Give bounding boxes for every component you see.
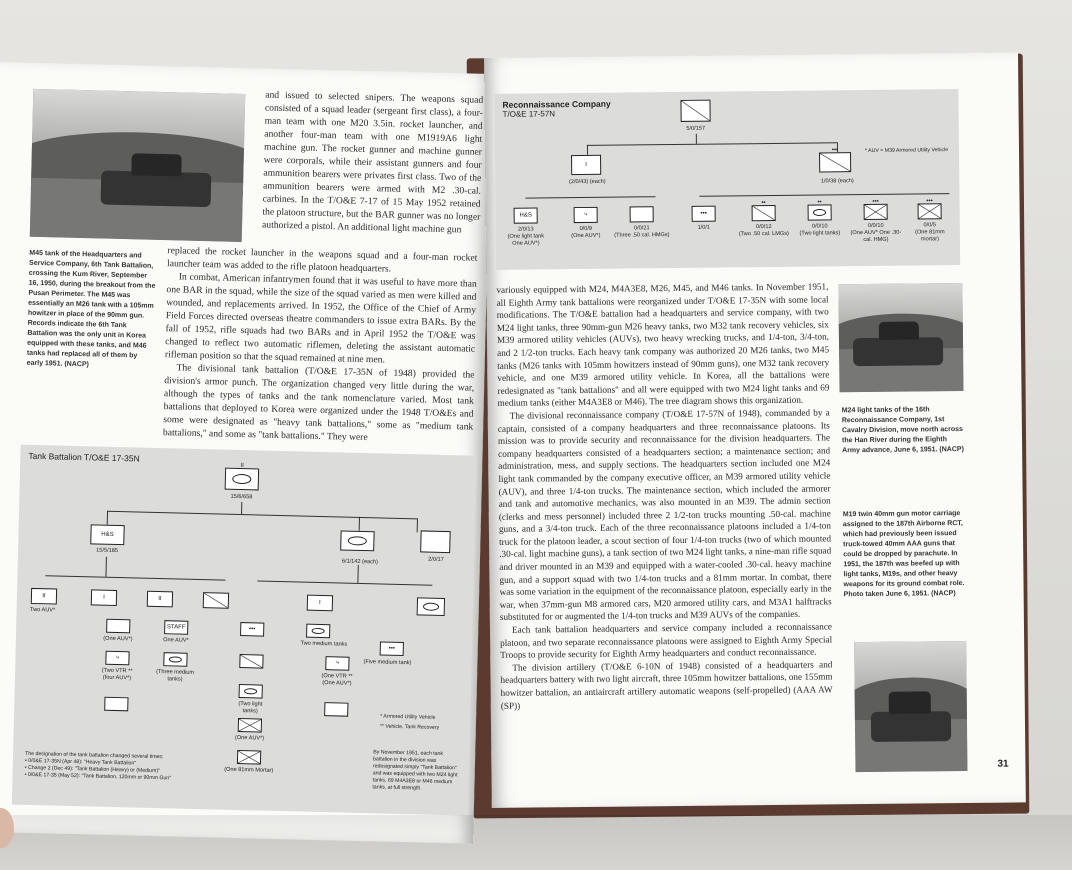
unit-note: (One AUV*) bbox=[571, 232, 601, 240]
label-five-medium: (Five medium tank) bbox=[363, 659, 412, 667]
plt-hq-symbol: ••• bbox=[692, 206, 716, 222]
unit-strength: 0/0/10 bbox=[811, 223, 828, 230]
service-company-symbol bbox=[420, 530, 451, 553]
left-page bbox=[0, 62, 492, 844]
designation-note: The designation of the tank battalion changed several times: • 0/0&E 17-35N (Apr 48): "Heavy Tank Battalion" • Change 2 (Dec 49): "Tank Battalion (Heavy) or (Medium)" • 0/0&E 17-35 (May 52): "Tank Battalion, 120mm or 90mm Gun" bbox=[24, 750, 172, 782]
maint-platoon-symbol: I bbox=[91, 589, 117, 606]
platoon-symbol bbox=[306, 624, 330, 639]
unit-strength: 0/0/5 bbox=[923, 222, 937, 229]
hq-strength: (2/0/43) (each) bbox=[568, 178, 606, 186]
auv-footnote: * Armored Utility Vehicle bbox=[380, 713, 436, 721]
unit-note: (Two light tanks) bbox=[799, 230, 841, 237]
mortar-platoon-symbol bbox=[203, 592, 229, 609]
unit-note: (Two .50 cal. LMGs) bbox=[738, 230, 789, 238]
photo-m19-gmc bbox=[854, 641, 967, 772]
mortar-symbol bbox=[237, 750, 261, 765]
diagram-title: Tank Battalion T/O&E 17-35N bbox=[28, 450, 140, 464]
label-two-vtr: (Two VTR ** (four AUV*) bbox=[101, 667, 133, 682]
paragraph: The divisional tank battalion (T/O&E 17-35N of 1948) provided the division's armor punch. The organization changed very little during the war, although the types of tanks and the tank nomenclature varied. Most tank battalions that deployed to Korea were organized under the 1948 T/O&Es and some were designated as "heavy tank battalions," some as "medium tank battalions," and some as "tank battalions." They were bbox=[162, 362, 475, 444]
vtr-footnote: ** Vehicle, Tank Recovery bbox=[379, 723, 440, 731]
auv-footnote-right: * AUV = M39 Armored Utility Vehicle bbox=[864, 147, 949, 155]
hs-section-symbol: H&S bbox=[514, 207, 538, 223]
nov1951-note: By November 1951, each tank battalion in the division was redesignated simply "Tank Battalion" and was equipped with two M24 light tanks, 69 M4A3E8 or M46 medium tanks, at full strength. bbox=[372, 749, 458, 792]
empty-box-symbol bbox=[104, 697, 128, 712]
photo-m45-tank bbox=[30, 89, 246, 242]
paragraph: variously equipped with M24, M4A3E8, M26, M45, and M46 tanks. In November 1951, all Eighth Army tank battalions were reorganized under T/O&E 17-35N with some local modifications. The T/O&E battalion had a headquarters and service company, with two M24 light tanks, three 90mm-gun M26 heavy tanks, two M32 tank recovery vehicles, six M39 armored utility vehicles (AUVs), two heavy wrecking trucks, and 1/4-ton, 3/4-ton, and 2 1/2-ton trucks. Each heavy tank company was authorized 20 M26 tanks, two M45 tanks (M26 tanks with 105mm howitzers instead of 90mm guns), one M32 tank recovery vehicle, and one M39 armored utility vehicle. In Korea, all the battalions were redesignated as "tank battalions" and all were equipped with two M24 light tanks and 69 medium tanks (either M4A3E8 or M46). The tree diagram shows this organization. bbox=[496, 281, 830, 409]
label-three-medium: (Three medium tanks) bbox=[156, 668, 195, 683]
unit-strength: 1/0/1 bbox=[697, 224, 711, 231]
paragraph: replaced the rocket launcher in the weapons squad and a four-man rocket launcher team was added to the rifle platoon headquarters. bbox=[166, 245, 478, 275]
platoons-stack-symbol bbox=[417, 597, 445, 616]
companies-strength: 6/1/142 (each) bbox=[341, 558, 378, 566]
tank-hq-symbol bbox=[163, 652, 187, 667]
page-number-right: 31 bbox=[997, 758, 1009, 770]
hs-strength: 15/5/185 bbox=[96, 547, 119, 555]
unit-strength: 0/0/9 bbox=[579, 225, 593, 233]
label-one-81mm: (One 81mm Mortar) bbox=[224, 766, 274, 774]
admin-section-symbol bbox=[630, 206, 654, 222]
unit-note: (Three .50 cal. HMGs) bbox=[614, 232, 670, 239]
column-top-text bbox=[262, 88, 483, 236]
unit-strength: 0/0/12 bbox=[755, 223, 772, 231]
staff-symbol: STAFF bbox=[164, 620, 188, 635]
infantry-symbol bbox=[238, 718, 262, 733]
label-one-auv-b: One AUV* bbox=[163, 637, 189, 644]
hs-company-symbol: H&S bbox=[90, 524, 124, 545]
unit-note: (One 81mm mortar) bbox=[915, 229, 945, 243]
company-strength: 5/0/157 bbox=[686, 125, 706, 132]
platoons-symbol: ••• bbox=[819, 152, 851, 172]
rifle-squad-symbol: ••• bbox=[240, 622, 264, 637]
platoon-hq-symbol: ••• bbox=[380, 641, 404, 656]
hq-symbol: I bbox=[571, 155, 601, 175]
label-two-auv: Two AUV* bbox=[29, 606, 56, 614]
unit-strength: 0/0/21 bbox=[633, 225, 650, 232]
photo-caption-m45: M45 tank of the Headquarters and Service Company, 6th Tank Battalion, crossing the Kum River, September 16, 1950, during the breakout from the Pusan Perimeter. The M45 was essentially an M26 tank with a 105mm howitzer in place of the 90mm gun. Records indicate the 6th Tank Battalion was the only unit in Korea equipped with these tanks, and M46 tanks had replaced all of them by early 1951. (NACP) bbox=[26, 249, 156, 369]
co-hq-symbol: I bbox=[307, 595, 333, 612]
recon-company-diagram bbox=[494, 89, 960, 270]
photo-caption-m24: M24 light tanks of the 16th Reconnaissance Company, 1st Cavalry Division, move north across the Han River during the Eighth Army advance, June 6, 1951. (NACP) bbox=[841, 406, 964, 455]
battalion-symbol: II bbox=[225, 468, 260, 491]
tank-section-symbol bbox=[239, 654, 263, 669]
battalion-strength: 15/6/658 bbox=[230, 493, 253, 501]
label-two-light: (Two light tanks) bbox=[238, 701, 263, 715]
paragraph: Each tank battalion headquarters and service company included a reconnaissance platoon, and two separate reconnaissance platoons were assigned to Eighth Army Special Troops to provide security for Eighth Army headquarters and conduct reconnaissance. bbox=[500, 621, 833, 661]
company-symbol bbox=[680, 100, 710, 122]
auv-symbol bbox=[106, 619, 130, 634]
maint-section-symbol: ⤷ bbox=[574, 207, 598, 223]
photo-m24-tanks bbox=[838, 283, 963, 392]
service-strength: 2/0/17 bbox=[428, 556, 444, 563]
tank-battalion-diagram bbox=[12, 445, 477, 816]
unit-note: (One light tank One AUV*) bbox=[507, 233, 545, 247]
recon-platoon-symbol: II bbox=[147, 591, 173, 608]
platoons-strength: 1/0/38 (each) bbox=[820, 178, 854, 185]
support-squad-symbol: ••• bbox=[918, 203, 942, 219]
hq-section-symbol: II bbox=[31, 588, 57, 605]
scout-section-symbol: •• bbox=[752, 205, 776, 221]
tank-company-symbol bbox=[340, 530, 374, 551]
label-one-auv: (One AUV*) bbox=[103, 635, 133, 643]
light-tank-symbol bbox=[239, 684, 263, 699]
diagram-subtitle: T/O&E 17-57N bbox=[502, 109, 556, 119]
right-page bbox=[484, 52, 1026, 808]
co-vtr-symbol: ⤷ bbox=[325, 656, 349, 671]
right-column-text bbox=[496, 280, 832, 712]
unit-strength: 2/0/13 bbox=[517, 226, 534, 233]
unit-strength: 0/0/10 bbox=[867, 222, 884, 229]
co-box-symbol bbox=[324, 702, 348, 717]
rifle-squad-symbol: ••• bbox=[864, 204, 888, 220]
paragraph: The division artillery (T/O&E 6-10N of 1948) consisted of a headquarters and headquarters battery with two light aircraft, three 105mm howitzer battalions, one 155mm howitzer battalion, an antiaircraft artillery automatic weapons (self-propelled) (AAA AW (SP)) bbox=[500, 659, 833, 711]
label-one-vtr: (One VTR ** (One AUV*) bbox=[321, 673, 353, 687]
tank-section-symbol: •• bbox=[808, 204, 832, 220]
label-two-medium: Two medium tanks bbox=[300, 640, 348, 648]
label-one-auv-c: (One AUV*) bbox=[234, 734, 265, 742]
table-shadow bbox=[0, 815, 1072, 870]
paragraph: The divisional reconnaissance company (T/O&E 17-57N of 1948), commanded by a captain, consisted of a company headquarters and three reconnaissance platoons. Its mission was to provide security and reconnaissance for the division headquarters. The company headquarters consisted of a headquarters section; a maintenance section; and administration, mess, and supply sections. The headquarters section included one M24 light tank commanded by the company executive officer, an M39 armored utility vehicle (AUV), and three 1/4-ton trucks. The maintenance section, which included the armorer and tank and automotive mechanics, was also mounted in an M39. The admin section (clerks and mess personnel) included three 2 1/2-ton trucks mounting .50-cal. machine guns, and a 3/4-ton truck. Each of the three reconnaissance platoons included a 1/4-ton truck for the platoon leader, a scout section of four 1/4-ton trucks (two of which mounted .30-cal. light machine guns), a tank section of two M24 light tanks, a nine-man rifle squad and driver mounted in an M39 and equipped with a water-cooled .30-cal. heavy machine gun, and a support squad with two 1/4-ton trucks and a 81mm mortar. In combat, there was some variation in the equipment of the reconnaissance platoon, especially early in the war, when 37mm-gun M8 armored cars, M20 armored utility cars, and M3A1 halftracks substituted for or augmented the 1/4-ton trucks and M39 AUVs of the companies. bbox=[497, 407, 832, 623]
vtr-symbol: ⤷ bbox=[105, 651, 129, 666]
column-full-text bbox=[163, 244, 478, 447]
unit-note: (One AUV* One .30-cal. HMG) bbox=[850, 229, 902, 244]
paragraph: In combat, American infantrymen found that it was useful to have more than one BAR in the squad, while the size of the squad varied as men were killed and wounded, and replacements arrived. In 1952, the Office of the Chief of Army Field Forces directed overseas theatre commanders to issue extra BARs. By the fall of 1952, rifle squads had two BARs and in April 1952 the T/O&E was changed to reflect two automatic riflemen, deleting the assistant automatic rifleman position so that the squad remained at nine men. bbox=[164, 271, 477, 366]
paragraph: and issued to selected snipers. The weapons squad consisted of a squad leader (sergeant first class), a four-man team with one M20 3.5in. rocket launcher, and another four-man team with one M1919A6 light machine gun. The rocket gunner and machine gunner were corporals, while their assistant gunners and four ammunition bearers were privates first class. Two of the ammunition bearers were armed with M2 .30-cal. carbines. In the T/O&E 7-17 of 15 May 1952 retained the platoon structure, but the BAR gunner was no longer authorized a pistol. An additional light machine gun bbox=[261, 89, 484, 236]
diagram-title: Reconnaissance Company bbox=[502, 98, 611, 110]
photo-caption-m19: M19 twin 40mm gun motor carriage assigned to the 187th Airborne RCT, which had previously been issued truck-towed 40mm AAA guns that could be dropped by parachute. In 1951, the 187th was beefed up with light tanks, M19s, and other heavy weapons for its ground combat role. Photo taken June 6, 1951. (NACP) bbox=[842, 510, 965, 599]
